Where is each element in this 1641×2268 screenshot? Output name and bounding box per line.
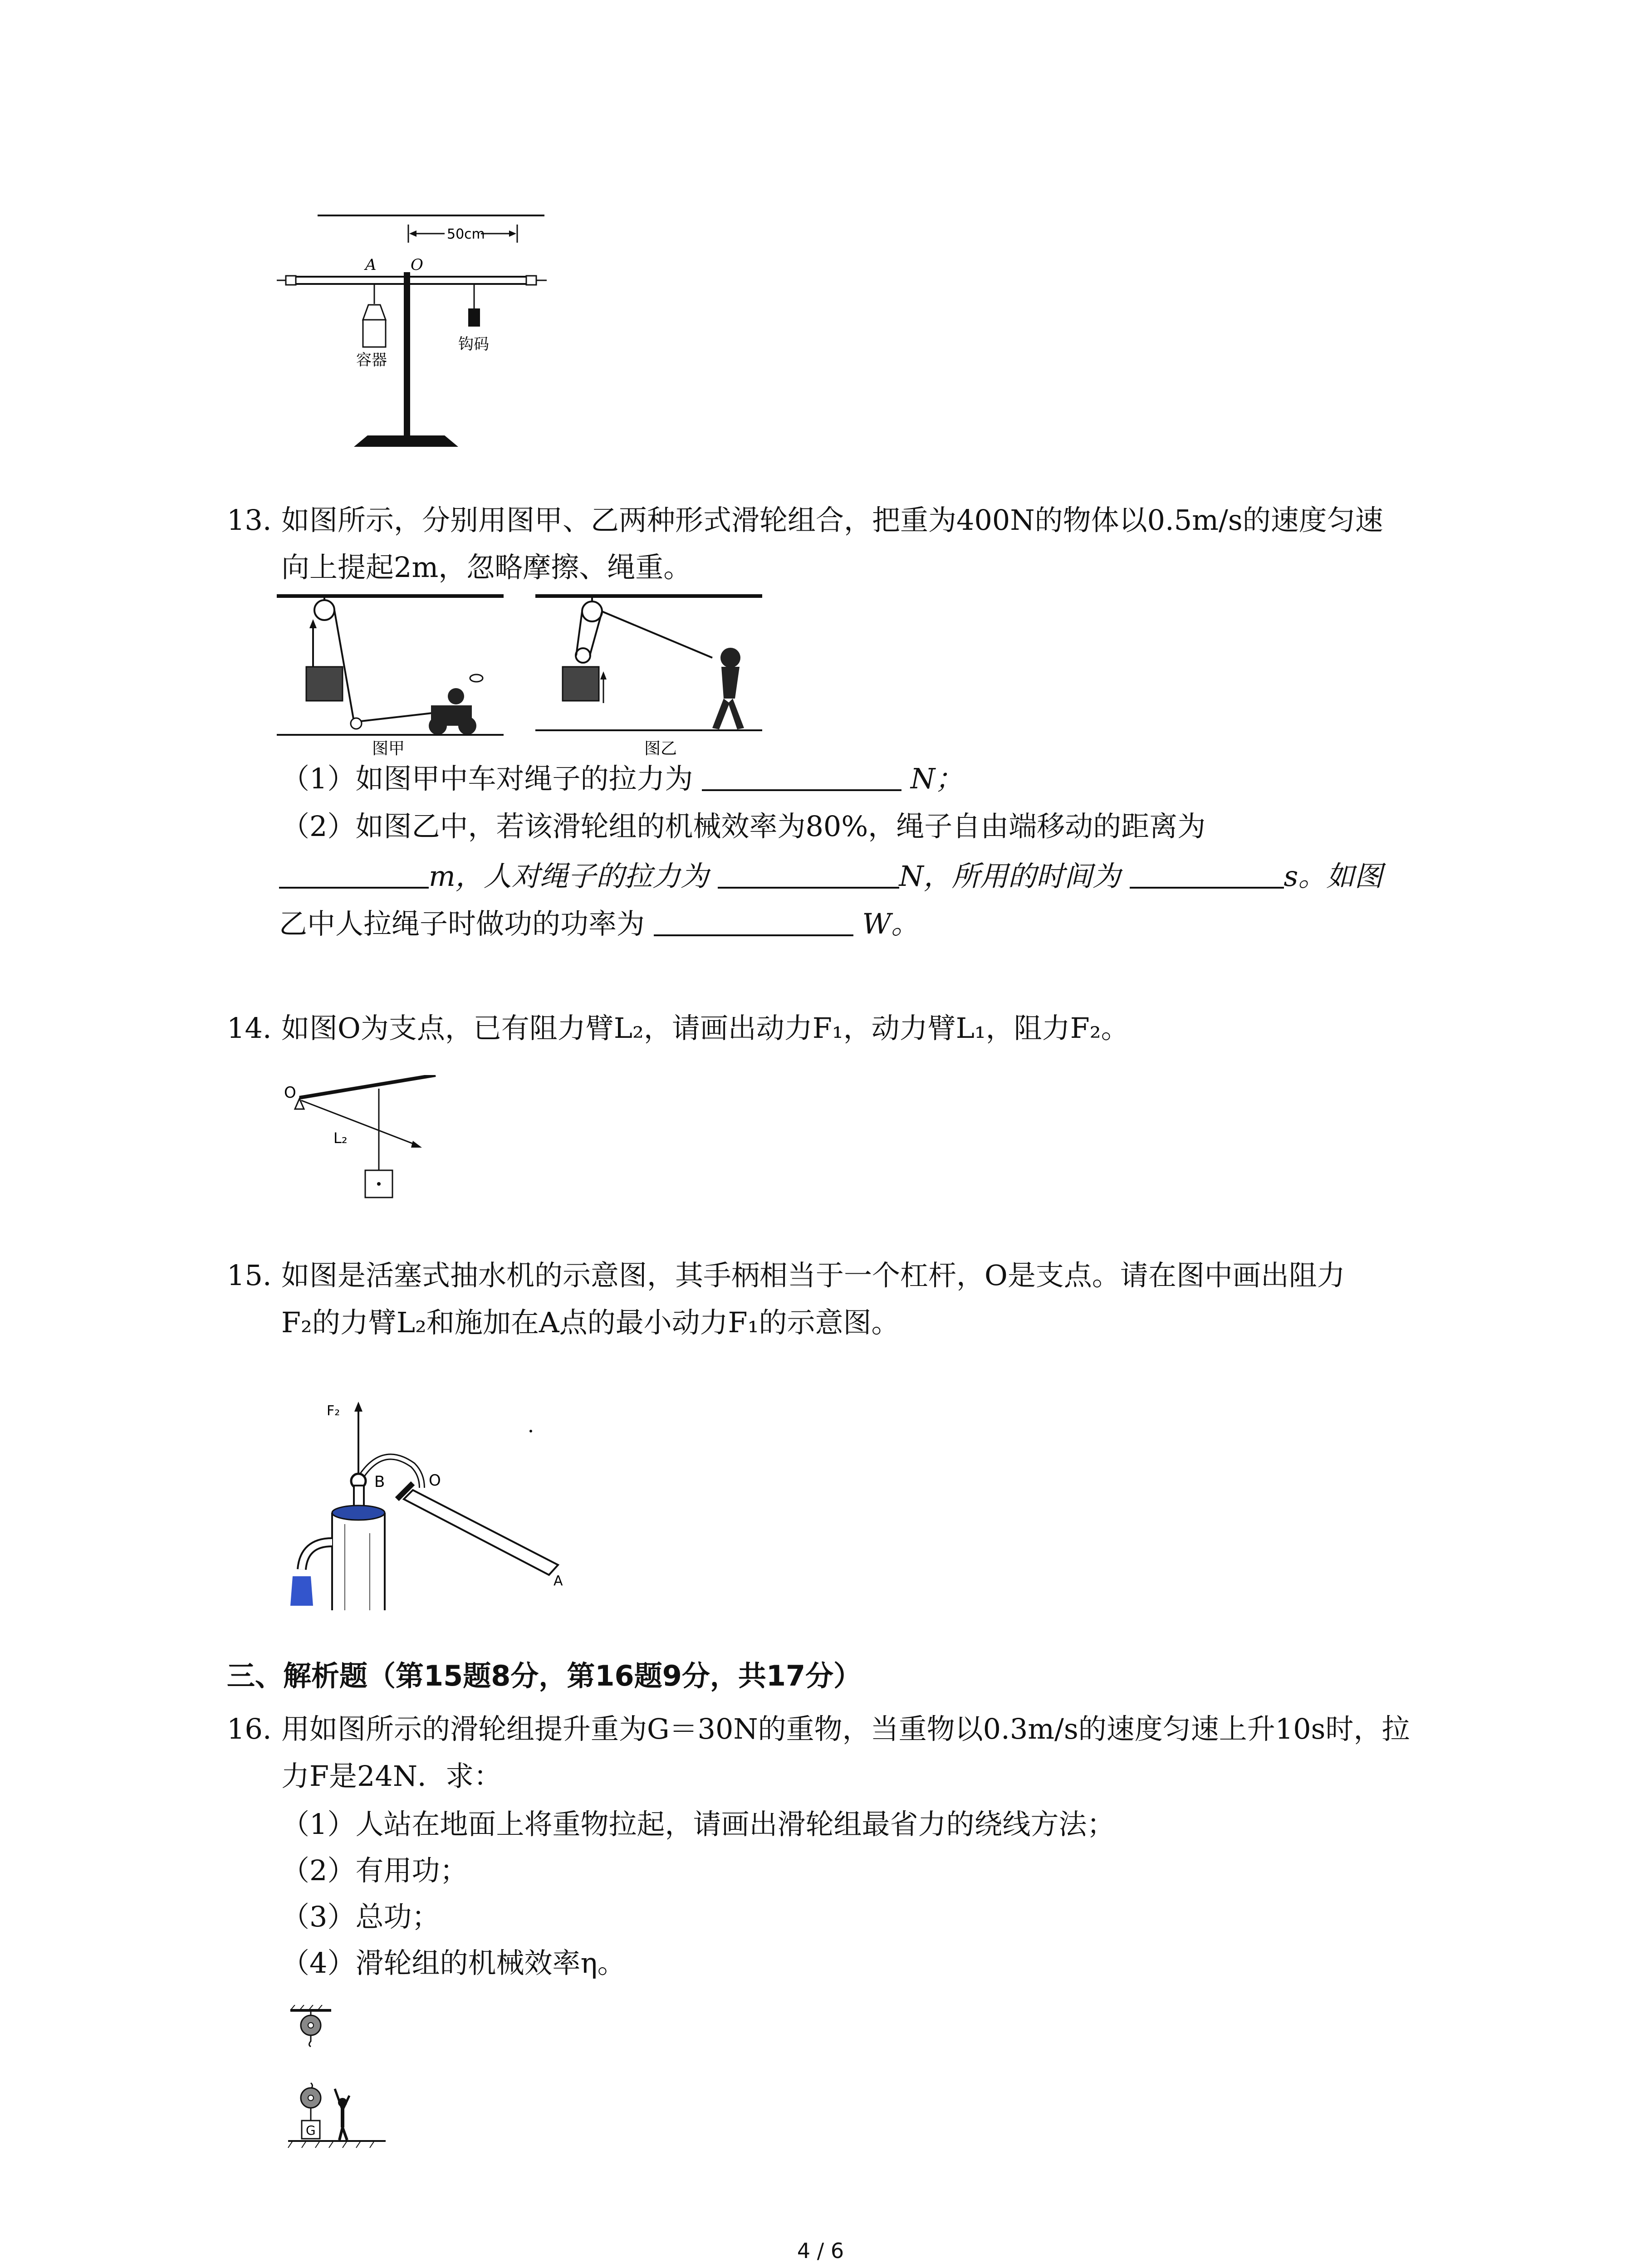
fig-right-caption: 图乙 bbox=[644, 739, 677, 758]
question-number: 16. bbox=[227, 1712, 272, 1745]
question-text-line1: 用如图所示的滑轮组提升重为G＝30N的重物，当重物以0.3m/s的速度匀速上升10s时，拉 bbox=[281, 1712, 1410, 1745]
pulley-figure-13 bbox=[277, 590, 776, 758]
label-b: B bbox=[374, 1473, 385, 1491]
lever-figure bbox=[272, 200, 567, 454]
q13-part1 bbox=[281, 755, 963, 802]
question-text-line2: F₂的力臂L₂和施加在A点的最小动力F₁的示意图。 bbox=[281, 1306, 900, 1339]
weight-label-g: G bbox=[306, 2123, 316, 2138]
q13-unit-m: m，人对绳子的拉力为 bbox=[429, 860, 709, 893]
label-o: O bbox=[411, 256, 423, 274]
question-number: 14. bbox=[227, 1012, 272, 1045]
label-a: A bbox=[365, 256, 377, 274]
container-label: 容器 bbox=[356, 351, 387, 369]
label-f2: F₂ bbox=[327, 1403, 340, 1419]
q13-unit-s: s。如图 bbox=[1283, 860, 1383, 893]
answer-blank-4[interactable] bbox=[1130, 861, 1284, 889]
question-text-line2: 向上提起2m，忽略摩擦、绳重。 bbox=[281, 551, 692, 584]
q13-part2-line1: （2）如图乙中，若该滑轮组的机械效率为80%，绳子自由端移动的距离为 bbox=[281, 810, 1206, 843]
section-heading: 三、解析题（第15题8分，第16题9分，共17分） bbox=[227, 1659, 862, 1692]
answer-blank-5[interactable] bbox=[654, 909, 853, 936]
label-o: O bbox=[429, 1471, 441, 1490]
answer-blank-2[interactable] bbox=[279, 861, 429, 889]
label-a: A bbox=[554, 1573, 563, 1589]
q13-power-text: 乙中人拉绳子时做功的功率为 bbox=[279, 907, 645, 940]
q13-part1-unit: N； bbox=[910, 762, 964, 795]
question-number: 13. bbox=[227, 503, 272, 537]
answer-blank-3[interactable] bbox=[718, 861, 899, 889]
question-15 bbox=[227, 1252, 1452, 1346]
q16-part2: （2）有用功； bbox=[281, 1854, 468, 1887]
fig-left-caption: 图甲 bbox=[372, 739, 405, 758]
weight-label: 钩码 bbox=[458, 335, 489, 353]
q13-part2-line3 bbox=[279, 900, 919, 948]
label-l2: L₂ bbox=[333, 1129, 348, 1147]
lever-figure-14 bbox=[281, 1075, 472, 1202]
pump-figure-15 bbox=[277, 1397, 594, 1615]
question-number: 15. bbox=[227, 1259, 272, 1292]
q16-part3: （3）总功； bbox=[281, 1900, 440, 1933]
page-number: 4 / 6 bbox=[797, 2239, 844, 2263]
q16-part4: （4）滑轮组的机械效率η。 bbox=[281, 1946, 626, 1980]
q13-unit-w: W。 bbox=[862, 907, 920, 940]
q16-part1: （1）人站在地面上将重物拉起，请画出滑轮组最省力的绕线方法； bbox=[281, 1808, 1115, 1841]
q13-part2-line2 bbox=[279, 853, 1382, 900]
answer-blank-1[interactable] bbox=[702, 764, 901, 791]
question-16 bbox=[227, 1706, 1452, 1800]
question-text-line1: 如图所示，分别用图甲、乙两种形式滑轮组合，把重为400N的物体以0.5m/s的速度匀速 bbox=[281, 503, 1383, 537]
question-14 bbox=[227, 1005, 1452, 1052]
q13-unit-n: N，所用的时间为 bbox=[899, 860, 1121, 893]
question-13 bbox=[227, 497, 1452, 591]
dimension-label: 50cm bbox=[447, 226, 485, 242]
question-text-line1: 如图O为支点，已有阻力臂L₂，请画出动力F₁，动力臂L₁，阻力F₂。 bbox=[281, 1012, 1129, 1045]
label-o: O bbox=[284, 1084, 296, 1102]
pulley-figure-16 bbox=[281, 2005, 399, 2159]
question-text-line2: 力F是24N．求： bbox=[281, 1760, 502, 1793]
q13-part1-text: （1）如图甲中车对绳子的拉力为 bbox=[281, 762, 693, 795]
question-text-line1: 如图是活塞式抽水机的示意图，其手柄相当于一个杠杆，O是支点。请在图中画出阻力 bbox=[281, 1259, 1345, 1292]
